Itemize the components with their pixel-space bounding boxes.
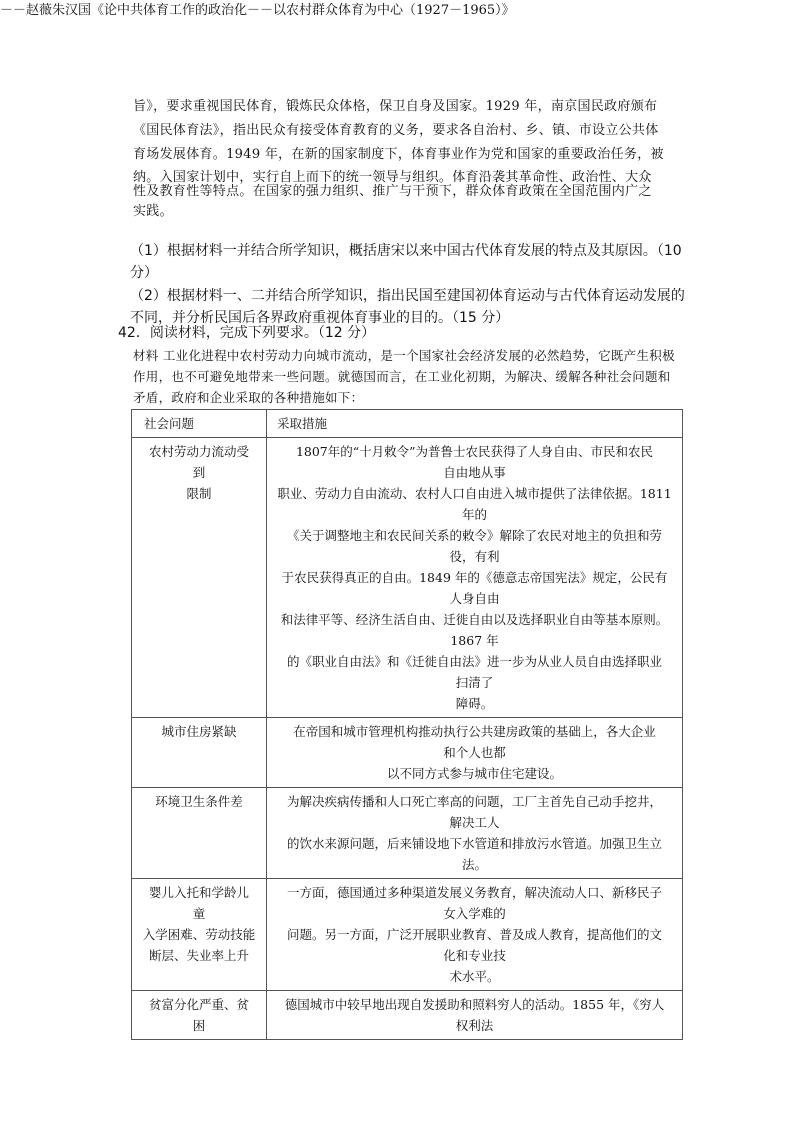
question-2: （2）根据材料一、二并结合所学知识，指出民国至建国初体育运动与古代体育运动发展的不同，并分析民国后各界政府重视体育事业的目的。（15 分）: [130, 288, 685, 326]
measure-line: 扫清了: [455, 675, 494, 690]
measures-cell: [267, 879, 683, 991]
measure-line: 权利法: [455, 1018, 494, 1033]
measure-line: 自由地从事: [443, 465, 506, 480]
quote-line: 纳。入国家计划中，实行自上而下的统一领导与组织。体育沿袭其革命性、政治性、大众: [133, 170, 652, 185]
measure-line: 1867 年: [450, 633, 499, 648]
problem-line: 断层、失业率上升: [148, 948, 249, 963]
measure-line: 和个人也都: [443, 745, 506, 760]
question-42-heading: 42．阅读材料，完成下列要求。（12 分）: [118, 325, 376, 341]
problem-line: 环境卫生条件差: [155, 794, 243, 809]
measure-line: 为解决疾病传播和人口死亡率高的问题，工厂主首先自己动手挖井，: [286, 794, 662, 809]
measure-line: 和法律平等、经济生活自由、迁徙自由以及选择职业自由等基本原则。: [280, 612, 669, 627]
problem-line: 农村劳动力流动受: [148, 444, 249, 459]
measure-line: 在帝国和城市管理机构推动执行公共建房政策的基础上，各大企业: [293, 724, 656, 739]
measure-line: 女入学难的: [443, 906, 506, 921]
quote-line: 实践。: [133, 204, 173, 219]
measure-line: 问题。另一方面，广泛开展职业教育、普及成人教育，提高他们的文: [286, 927, 662, 942]
measure-line: 职业、劳动力自由流动、农村人口自由进入城市提供了法律依据。1811: [277, 486, 672, 501]
measure-line: 于农民获得真正的自由。1849 年的《德意志帝国宪法》规定，公民有: [281, 570, 668, 585]
measure-line: 术水平。: [449, 969, 500, 984]
measure-line: 法。: [461, 857, 487, 872]
measure-line: 德国城市中较早地出现自发援助和照料穷人的活动。1855 年，《穷人: [284, 997, 665, 1012]
measure-line: 一方面，德国通过多种渠道发展义务教育，解决流动人口、新移民子: [286, 885, 662, 900]
quote-source: －－赵薇朱汉国《论中共体育工作的政治化－－以农村群众体育为中心（1927－1965）》: [0, 3, 515, 18]
measure-line: 人身自由: [449, 591, 500, 606]
problem-cell: [132, 991, 267, 1040]
table-header-row: [132, 410, 683, 438]
table-row: [132, 788, 683, 879]
measure-line: 年的: [461, 507, 487, 522]
measure-line: 障碍。: [455, 696, 494, 711]
problem-line: 贫富分化严重、贫: [148, 997, 249, 1012]
problem-cell: [132, 438, 267, 718]
quote-line: 性及教育性等特点。在国家的强力组织、推广与干预下，群众体育政策在全国范围内广之: [133, 184, 652, 199]
measures-cell: [267, 438, 683, 718]
problem-line: 婴儿入托和学龄儿: [148, 885, 249, 900]
quote-line: 育场发展体育。1949 年，在新的国家制度下，体育事业作为党和国家的重要政治任务，被: [133, 147, 664, 162]
problem-line: 到: [192, 465, 206, 480]
measures-table: [131, 409, 683, 1040]
measure-line: 1807年的“十月敕令”为普鲁士农民获得了人身自由、市民和农民: [295, 444, 654, 459]
problem-line: 童: [192, 906, 206, 921]
problem-cell: [132, 718, 267, 788]
table-row: [132, 991, 683, 1040]
problem-cell: [132, 788, 267, 879]
problem-line: 入学困难、劳动技能: [142, 927, 256, 942]
measure-line: 役，有利: [449, 549, 500, 564]
measure-line: 的《职业自由法》和《迁徙自由法》进一步为从业人员自由选择职业: [286, 654, 662, 669]
measures-cell: [267, 718, 683, 788]
problem-line: 困: [192, 1018, 206, 1033]
measure-line: 的饮水来源问题，后来铺设地下水管道和排放污水管道。加强卫生立: [286, 836, 662, 851]
problem-line: 城市住房紧缺: [161, 724, 237, 739]
column-header-problem: 社会问题: [132, 410, 267, 438]
problem-line: 限制: [186, 486, 212, 501]
table-row: [132, 438, 683, 718]
problem-cell: [132, 879, 267, 991]
column-header-measures: 采取措施: [267, 410, 683, 438]
measure-line: 以不同方式参与城市住宅建设。: [386, 766, 562, 781]
measures-cell: [267, 991, 683, 1040]
table-row: [132, 718, 683, 788]
table-row: [132, 879, 683, 991]
question-1: （1）根据材料一并结合所学知识，概括唐宋以来中国古代体育发展的特点及其原因。（10 分）: [130, 243, 682, 281]
measure-line: 化和专业技: [443, 948, 506, 963]
quote-line: 旨》，要求重视国民体育，锻炼民众体格，保卫自身及国家。1929 年，南京国民政府颁布: [133, 99, 658, 114]
measures-cell: [267, 788, 683, 879]
quote-line: 《国民体育法》，指出民众有接受体育教育的义务，要求各自治村、乡、镇、市设立公共体: [133, 123, 659, 138]
measure-line: 《关于调整地主和农民间关系的敕令》解除了农民对地主的负担和劳: [286, 528, 662, 543]
measure-line: 解决工人: [449, 815, 500, 830]
question-42-material: 材料 工业化进程中农村劳动力向城市流动，是一个国家社会经济发展的必然趋势，它既产生积极作用，也不可避免地带来一些问题。就德国而言，在工业化初期，为解决、缓解各种社会问题和矛盾，政府和企业采取的各种措施如下：: [133, 348, 675, 405]
